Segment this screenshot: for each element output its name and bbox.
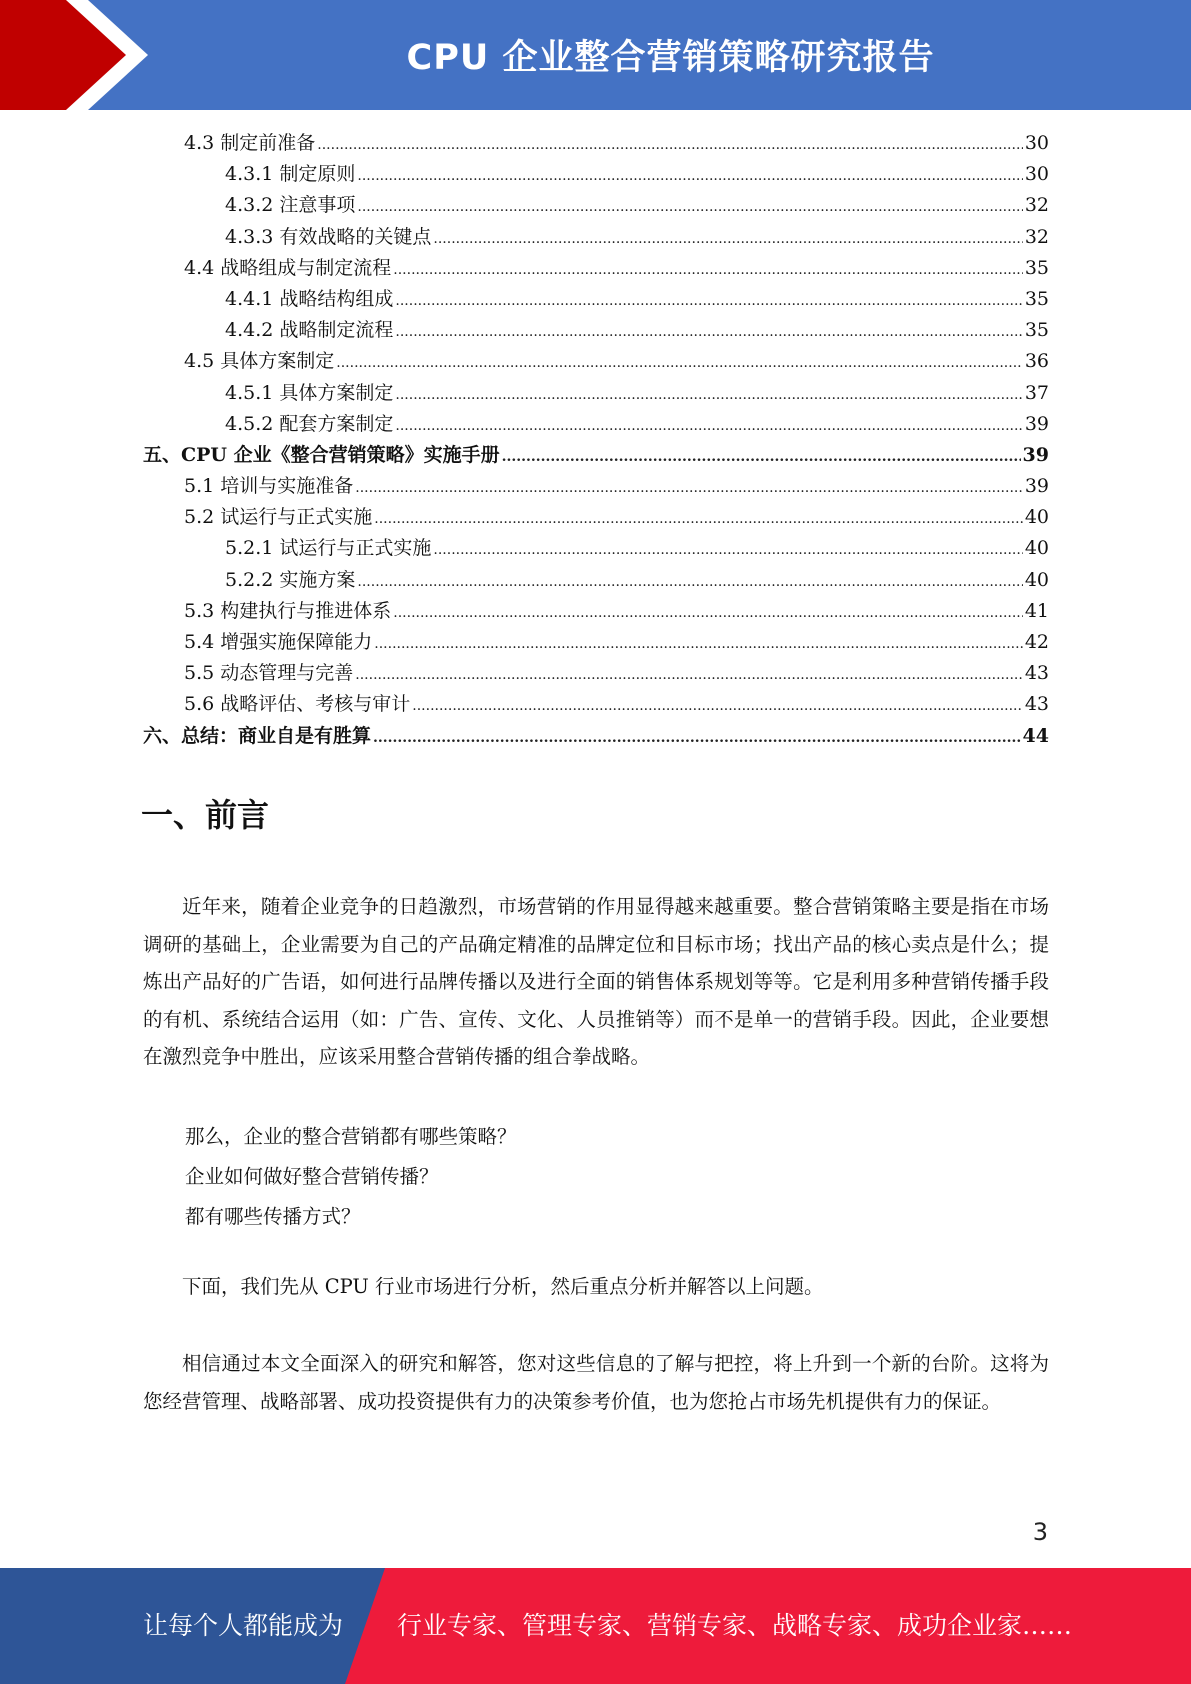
toc-dot-leader: [374, 629, 1023, 660]
toc-entry-page: 41: [1024, 599, 1049, 622]
page-footer: [0, 1568, 1191, 1684]
intro-paragraph: 近年来，随着企业竞争的日趋激烈，市场营销的作用显得越来越重要。整合营销策略主要是指在市场调研的基础上，企业需要为自己的产品确定精准的品牌定位和目标市场；找出产品的核心卖点是什么；提炼出产品好的广告语，如何进行品牌传播以及进行全面的销售体系规划等等。它是利用多种营销传播手段的有机、系统结合运用（如：广告、宣传、文化、人员推销等）而不是单一的营销手段。因此，企业要想在激烈竞争中胜出，应该采用整合营销传播的组合拳战略。: [143, 895, 1049, 1068]
toc-entry-label: 4.4 战略组成与制定流程: [184, 256, 392, 279]
toc-entry[interactable]: [143, 440, 1049, 471]
toc-entry-label: 5.2 试运行与正式实施: [184, 506, 373, 529]
toc-entry-label: 5.5 动态管理与完善: [184, 662, 354, 685]
toc-entry[interactable]: [143, 315, 1049, 346]
toc-entry[interactable]: [143, 658, 1049, 689]
toc-dot-leader: [395, 317, 1022, 348]
toc-entry-page: 30: [1024, 132, 1049, 154]
toc-entry-label: 六、总结：商业自是有胜算: [143, 724, 372, 747]
toc-entry-label: 4.3.1 制定原则: [225, 163, 356, 186]
page-number: 3: [1032, 1518, 1048, 1546]
toc-entry-page: 43: [1024, 693, 1049, 716]
toc-entry[interactable]: [143, 346, 1049, 377]
toc-entry[interactable]: [143, 502, 1049, 533]
toc-entry-label: 5.4 增强实施保障能力: [184, 631, 373, 653]
analysis-paragraph: 下面，我们先从 CPU 行业市场进行分析，然后重点分析并解答以上问题。: [182, 1275, 824, 1298]
toc-entry-label: 4.3.3 有效战略的关键点: [225, 225, 432, 248]
toc-entry-label: 4.5.2 配套方案制定: [225, 412, 394, 435]
toc-entry[interactable]: [143, 284, 1049, 315]
toc-entry[interactable]: [143, 721, 1049, 752]
table-of-contents: [143, 128, 1049, 752]
toc-entry-page: 40: [1024, 568, 1049, 591]
toc-entry-page: 37: [1024, 381, 1049, 404]
toc-entry[interactable]: [143, 533, 1049, 564]
toc-dot-leader: [395, 411, 1022, 442]
toc-dot-leader: [355, 660, 1023, 691]
toc-entry[interactable]: [143, 253, 1049, 284]
toc-entry-page: 35: [1024, 256, 1049, 279]
toc-dot-leader: [373, 723, 1021, 754]
toc-entry-label: 5.2.2 实施方案: [225, 568, 356, 591]
toc-entry-page: 43: [1024, 662, 1049, 685]
toc-entry[interactable]: [143, 471, 1049, 502]
toc-dot-leader: [395, 380, 1022, 411]
toc-dot-leader: [433, 224, 1022, 255]
toc-entry-page: 32: [1024, 194, 1049, 217]
toc-entry-page: 39: [1022, 443, 1049, 466]
toc-entry[interactable]: [143, 627, 1049, 658]
toc-entry-label: 五、CPU 企业《整合营销策略》实施手册: [143, 443, 500, 466]
toc-entry[interactable]: [143, 128, 1049, 159]
toc-dot-leader: [502, 442, 1021, 473]
toc-entry-page: 30: [1024, 163, 1049, 186]
header-title: CPU 企业整合营销策略研究报告: [406, 38, 935, 78]
question-line-3: 都有哪些传播方式？: [185, 1205, 361, 1228]
toc-dot-leader: [357, 192, 1022, 223]
toc-dot-leader: [393, 598, 1023, 629]
page-header: [0, 0, 1191, 110]
toc-dot-leader: [357, 567, 1022, 598]
toc-dot-leader: [412, 691, 1023, 722]
toc-entry-page: 35: [1024, 287, 1049, 310]
toc-entry-label: 5.2.1 试运行与正式实施: [225, 537, 432, 560]
toc-entry-label: 4.4.2 战略制定流程: [225, 319, 394, 342]
toc-dot-leader: [317, 130, 1023, 161]
question-line-1: 那么，企业的整合营销都有哪些策略？: [185, 1125, 517, 1148]
footer-slogan-right: 行业专家、管理专家、营销专家、战略专家、成功企业家……: [397, 1611, 1073, 1640]
toc-dot-leader: [336, 348, 1023, 379]
toc-entry-page: 32: [1024, 225, 1049, 248]
toc-entry[interactable]: [143, 190, 1049, 221]
toc-entry[interactable]: [143, 222, 1049, 253]
toc-entry-label: 4.4.1 战略结构组成: [225, 287, 394, 310]
toc-entry-label: 5.6 战略评估、考核与审计: [184, 693, 411, 716]
question-line-2: 企业如何做好整合营销传播？: [185, 1165, 439, 1188]
toc-entry[interactable]: [143, 596, 1049, 627]
toc-entry-page: 39: [1024, 475, 1049, 498]
toc-dot-leader: [355, 473, 1023, 504]
toc-entry-label: 4.3 制定前准备: [184, 132, 316, 154]
toc-entry-label: 5.1 培训与实施准备: [184, 475, 354, 498]
toc-dot-leader: [395, 286, 1022, 317]
toc-entry[interactable]: [143, 565, 1049, 596]
toc-dot-leader: [374, 504, 1023, 535]
toc-entry[interactable]: [143, 378, 1049, 409]
toc-entry-page: 40: [1024, 537, 1049, 560]
toc-entry-page: 36: [1024, 350, 1049, 373]
header-arrow-icon: [0, 0, 150, 110]
toc-entry-label: 4.5.1 具体方案制定: [225, 381, 394, 404]
toc-entry-page: 39: [1024, 412, 1049, 435]
toc-entry-page: 40: [1024, 506, 1049, 529]
toc-entry-label: 5.3 构建执行与推进体系: [184, 599, 392, 622]
toc-entry-label: 4.3.2 注意事项: [225, 194, 356, 217]
toc-entry-page: 44: [1022, 724, 1049, 747]
toc-dot-leader: [393, 255, 1023, 286]
toc-entry[interactable]: [143, 409, 1049, 440]
closing-paragraph: 相信通过本文全面深入的研究和解答，您对这些信息的了解与把控，将上升到一个新的台阶。这将为您经营管理、战略部署、成功投资提供有力的决策参考价值，也为您抢占市场先机提供有力的保证。: [143, 1352, 1049, 1413]
footer-slogan-left: 让每个人都能成为: [143, 1611, 344, 1640]
toc-entry[interactable]: [143, 159, 1049, 190]
section-heading: 一、前言: [141, 796, 270, 834]
toc-entry-page: 35: [1024, 319, 1049, 342]
toc-dot-leader: [357, 161, 1022, 192]
toc-entry-label: 4.5 具体方案制定: [184, 350, 335, 373]
toc-entry-page: 42: [1024, 631, 1049, 653]
toc-entry[interactable]: [143, 689, 1049, 720]
toc-dot-leader: [433, 535, 1022, 566]
